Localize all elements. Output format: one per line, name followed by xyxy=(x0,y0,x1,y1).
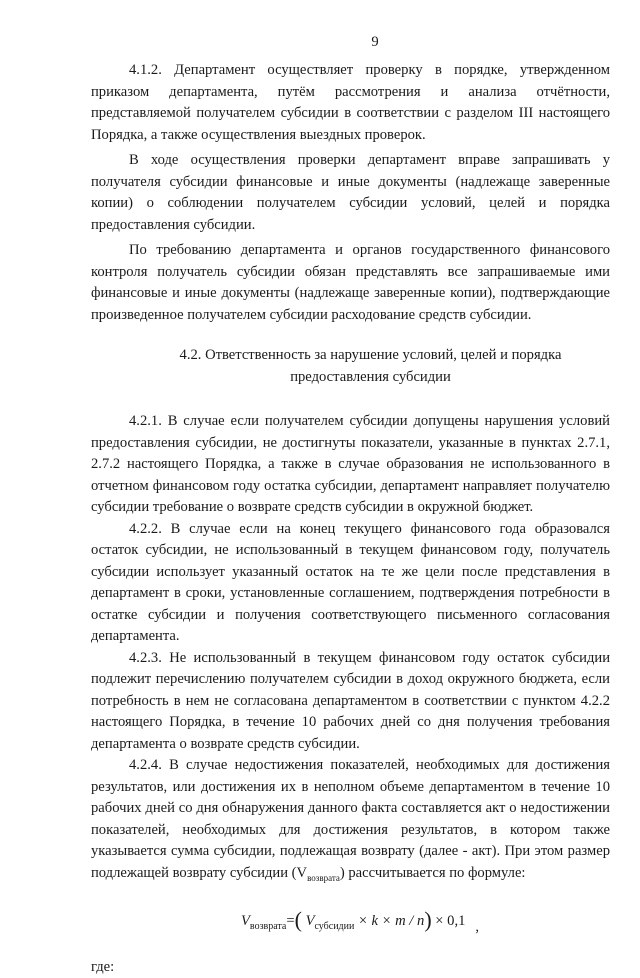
formula-lhs-sub: возврата xyxy=(249,920,287,932)
paragraph-4-2-3: 4.2.3. Не использованный в текущем финансовом году остаток субсидии подлежит перечислению получателем субсидии в доход окружного бюджета, если потребность в нем не согласована департаментом в соответствии с пунктом 4.2.2 настоящего Порядка, в течение 10 рабочих дней со дня получения требования департамента о возврате средств субсидии. xyxy=(91,649,610,752)
section-heading: 4.2. Ответственность за нарушение условий, целей и порядка предоставления субсидии xyxy=(179,347,562,385)
formula-equals: = xyxy=(286,912,295,929)
formula-v-subsidy-sub: субсидии xyxy=(314,920,355,932)
paragraph-4-1-2: 4.1.2. Департамент осуществляет проверку в порядке, утвержденном приказом департамента, путём рассмотрения и анализа отчётности, представляемой получателем субсидии в соответствии с разделом III настоящего Порядка, а также осуществления выездных проверок. xyxy=(91,62,610,143)
formula xyxy=(91,906,610,943)
formula-close-paren: ) xyxy=(424,906,432,932)
formula-open-paren: ( xyxy=(294,906,302,932)
formula-factors: × k × m / n xyxy=(358,912,425,929)
page-number: 9 xyxy=(371,34,379,50)
v-return-subscript: возврата xyxy=(307,872,340,883)
formula-comma: , xyxy=(475,918,480,935)
formula-v-subsidy: V xyxy=(305,912,315,929)
where-label: где: xyxy=(91,958,115,975)
page-content xyxy=(91,60,610,978)
paragraph-4-2-2: 4.2.2. В случае если на конец текущего финансового года образовался остаток субсидии, не использованный в текущем финансовом году, получатель субсидии использует указанный остаток на те же цели после представления в департамент в сроки, установленные соглашением, подтверждения потребности в остатке субсидии и получения соответствующего письменного согласования департамента. xyxy=(91,520,610,644)
paragraph-4-2-4-text: 4.2.4. В случае недостижения показателей, необходимых для достижения результатов, или достижения их в неполном объеме департаментом в течение 10 рабочих дней со дня обнаружения данного факта составляется акт о недостижении показателей, необходимых для достижения результатов, в котором также указывается сумма субсидии, подлежащая возврату (далее - акт). При этом размер подлежащей возврату субсидии (V xyxy=(91,757,610,881)
formula-tail: × 0,1 xyxy=(435,912,466,929)
paragraph-inspection-request: В ходе осуществления проверки департамент вправе запрашивать у получателя субсидии финансовые и иные документы (надлежаще заверенные копии) о соблюдении получателем субсидии условий, целей и порядка предоставления субсидии. xyxy=(91,152,610,233)
paragraph-4-2-4-tail: ) рассчитывается по формуле: xyxy=(339,864,526,881)
paragraph-4-2-1: 4.2.1. В случае если получателем субсидии допущены нарушения условий предоставления субсидии, не достигнуты показатели, указанные в пунктах 2.7.1, 2.7.2 настоящего Порядка, а также в случае образования не использованного в отчетном финансовом году остатка субсидии, департамент направляет получателю субсидии требование о возврате средств субсидии в окружной бюджет. xyxy=(91,413,610,515)
paragraph-control-request: По требованию департамента и органов государственного финансового контроля получатель субсидии обязан представлять все запрашиваемые ими финансовые и иные документы (надлежаще заверенные копии), подтверждающие произведенное получателем субсидии расходование средств субсидии. xyxy=(91,242,610,323)
paragraph-4-2-4 xyxy=(91,755,610,889)
formula-lhs: V xyxy=(241,912,250,929)
